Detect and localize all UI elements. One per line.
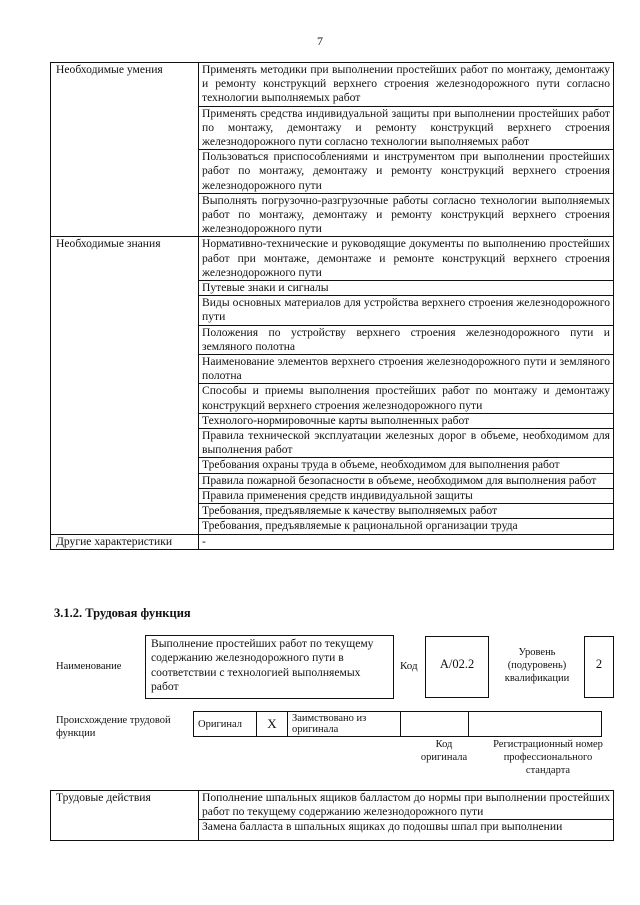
skill-item: Выполнять погрузочно-разгрузочные работы согласно технологии выполняемых работ по монтажу, демонтажу и ремонту конструкций верхнего строения железнодорожного пути [199, 193, 614, 237]
actions-table [50, 790, 614, 841]
actions-label: Трудовые действия [51, 791, 199, 841]
requirements-table [50, 62, 614, 550]
knowledge-item: Правила применения средств индивидуальной защиты [199, 488, 614, 503]
knowledge-item: Наименование элементов верхнего строения железнодорожного пути и земляного полотна [199, 355, 614, 384]
knowledge-item: Положения по устройству верхнего строения железнодорожного пути и земляного полотна [199, 325, 614, 354]
reg-number-caption: Регистрационный номер профессионального стандарта [493, 739, 603, 776]
other-value: - [199, 534, 614, 549]
original-label: Оригинал [194, 712, 257, 737]
knowledge-item: Требования, предъявляемые к рациональной организации труда [199, 519, 614, 534]
knowledge-item: Правила пожарной безопасности в объеме, необходимом для выполнения работ [199, 473, 614, 488]
code-original-caption: Код оригинала [420, 739, 468, 763]
action-item: Пополнение шпальных ящиков балластом до нормы при выполнении простейших работ по текущему содержанию железнодорожного пути [199, 791, 614, 820]
code-label: Код [400, 660, 418, 672]
section-title: 3.1.2. Трудовая функция [54, 606, 191, 620]
skill-item: Применять методики при выполнении простейших работ по монтажу, демонтажу и ремонту конструкций верхнего строения железнодорожного пути согласно технологии выполняемых работ [199, 63, 614, 107]
level-box: 2 [584, 636, 614, 698]
skill-item: Применять средства индивидуальной защиты при выполнении простейших работ по монтажу, демонтажу и ремонту конструкций верхнего строения железнодорожного пути согласно технологии выполняемых работ [199, 106, 614, 150]
action-item: Замена балласта в шпальных ящиках до подошвы шпал при выполнении [199, 820, 614, 841]
knowledge-item: Требования, предъявляемые к качеству выполняемых работ [199, 504, 614, 519]
knowledge-item: Виды основных материалов для устройства верхнего строения железнодорожного пути [199, 296, 614, 325]
knowledge-label: Необходимые знания [51, 237, 199, 534]
function-name-label: Наименование [56, 661, 122, 672]
borrowed-label: Заимствовано из оригинала [288, 712, 401, 737]
function-name-box: Выполнение простейших работ по текущему содержанию железнодорожного пути в соответствии с технологией выполняемых работ [145, 635, 394, 699]
knowledge-item: Правила технической эксплуатации железных дорог в объеме, необходимом для выполнения работ [199, 429, 614, 458]
skills-label: Необходимые умения [51, 63, 199, 237]
code-original-cell [401, 712, 469, 737]
level-label: Уровень (подуровень) квалификации [504, 647, 570, 684]
knowledge-item: Нормативно-технические и руководящие документы по выполнению простейших работ при монтаже, демонтаже и ремонте конструкций верхнего строения железнодорожного пути [199, 237, 614, 281]
skill-item: Пользоваться приспособлениями и инструментом при выполнении простейших работ по монтажу, демонтажу и ремонту конструкций верхнего строения железнодорожного пути [199, 150, 614, 194]
knowledge-item: Технолого-нормировочные карты выполненных работ [199, 413, 614, 428]
origin-label: Происхождение трудовой функции [56, 715, 171, 739]
other-label: Другие характеристики [51, 534, 199, 549]
code-box: А/02.2 [425, 636, 489, 698]
origin-table [193, 711, 602, 737]
page-number: 7 [317, 34, 323, 48]
knowledge-item: Способы и приемы выполнения простейших работ по монтажу и демонтажу конструкций верхнего строения железнодорожного пути [199, 384, 614, 413]
knowledge-item: Требования охраны труда в объеме, необходимом для выполнения работ [199, 458, 614, 473]
knowledge-item: Путевые знаки и сигналы [199, 281, 614, 296]
original-mark: X [257, 712, 288, 737]
reg-number-cell [469, 712, 602, 737]
